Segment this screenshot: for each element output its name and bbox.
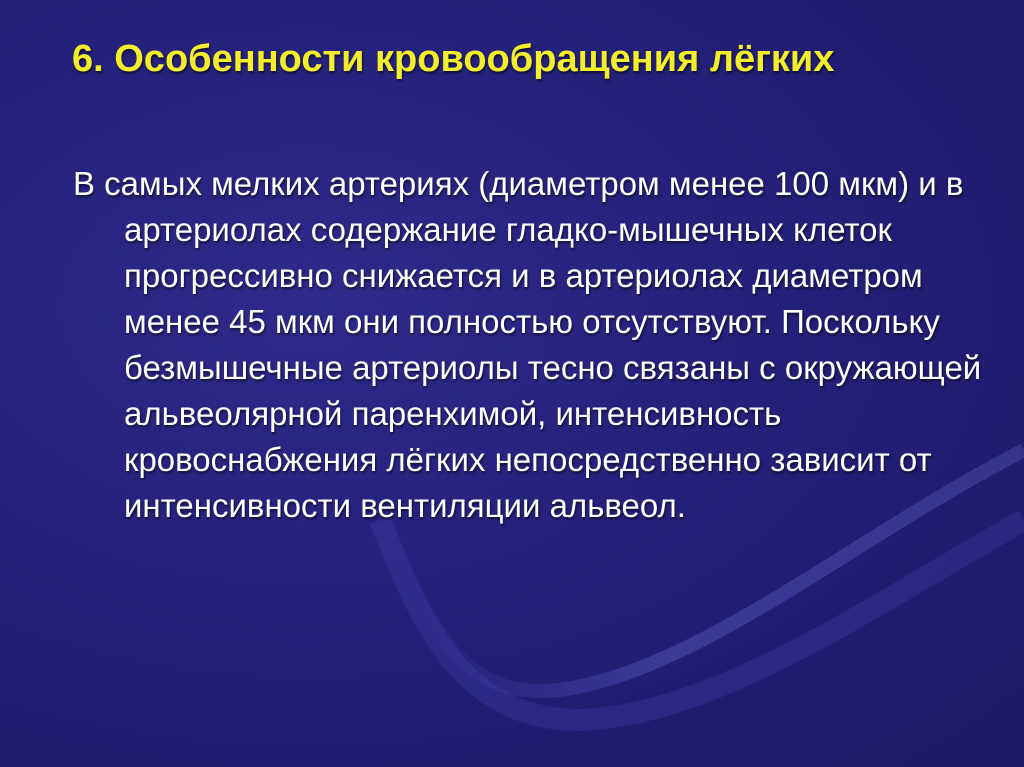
slide-body-text: В самых мелких артериях (диаметром менее 100 мкм) и в артериолах содержание гладко-мышечных клеток прогрессивно снижается и в артериолах диаметром менее 45 мкм они полностью отсутствуют. Поскольку безмышечные артериолы тесно связаны с окружающей альвеолярной паренхимой, интенсивность кровоснабжения лёгких непосредственно зависит от интенсивности вентиляции альвеол.: [73, 165, 982, 524]
slide-title: 6. Особенности кровообращения лёгких: [72, 38, 835, 80]
